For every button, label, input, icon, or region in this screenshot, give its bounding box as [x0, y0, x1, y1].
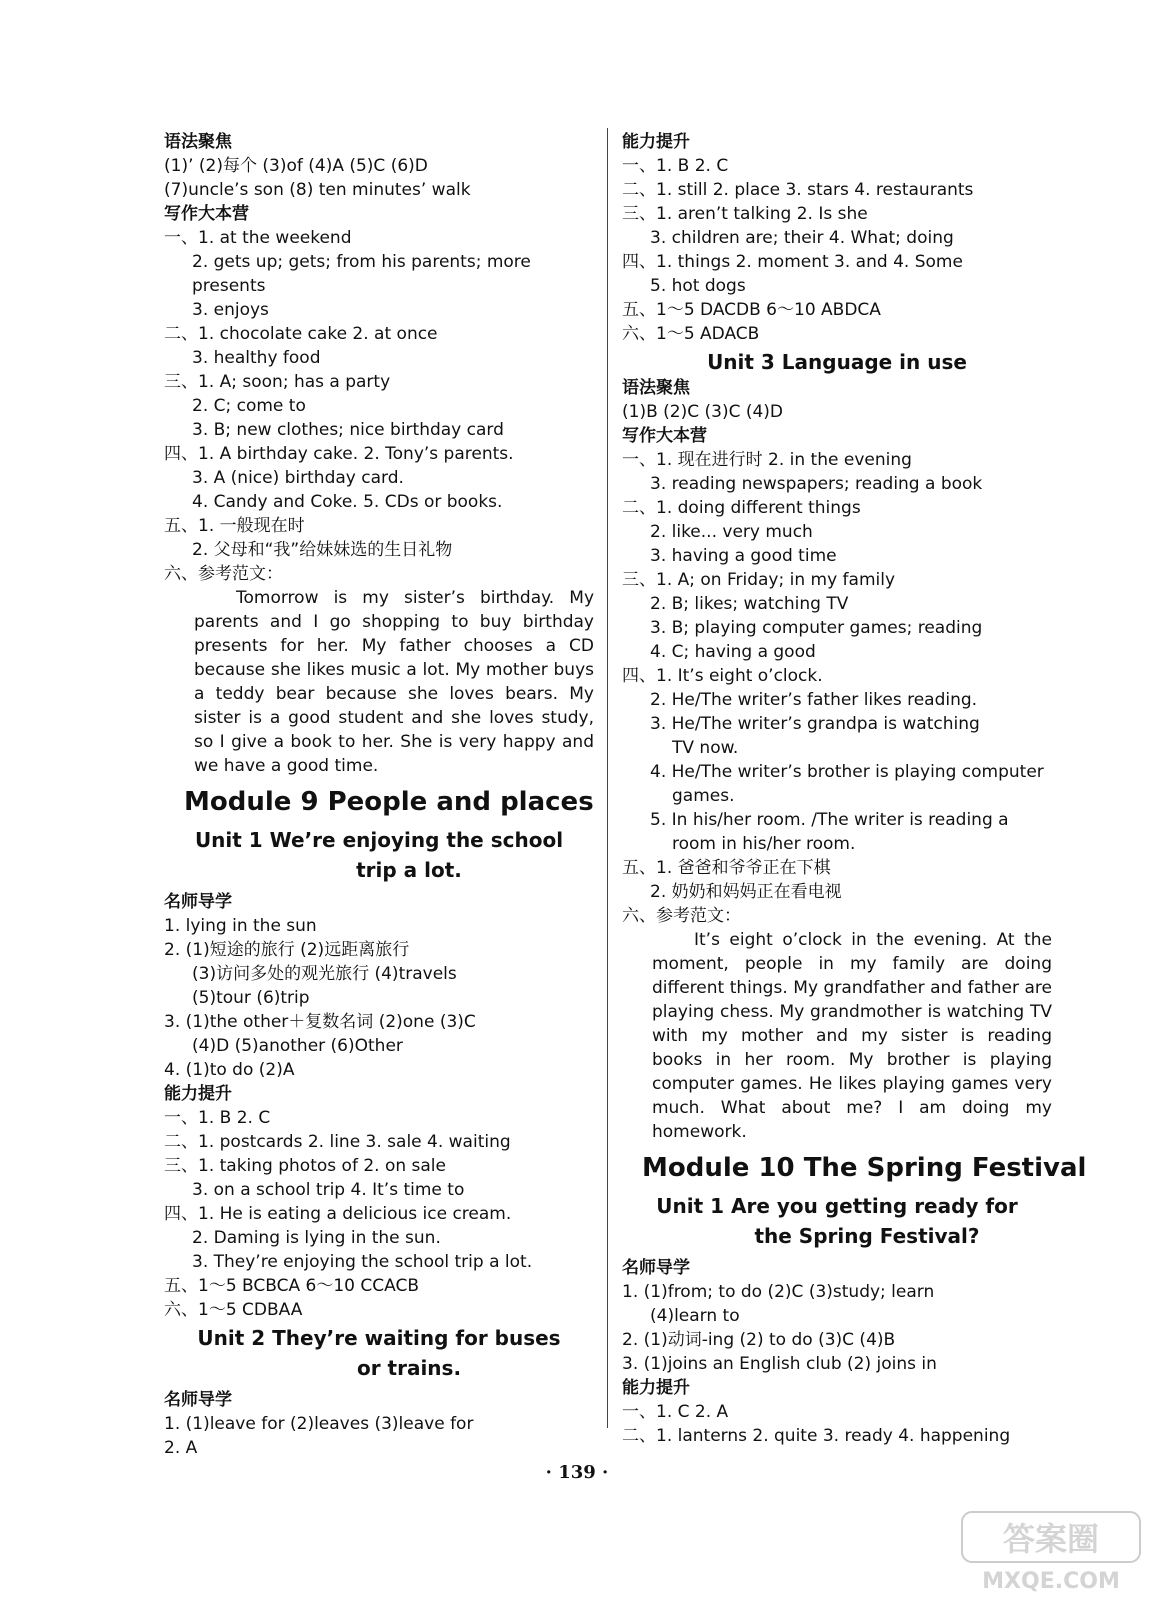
- answer-line-continued: games.: [672, 786, 735, 806]
- answer-line-indented: presents: [192, 276, 266, 296]
- answer-line: 2. A: [164, 1438, 198, 1458]
- answer-line-indented: 2. C; come to: [192, 396, 306, 416]
- answer-line-indented: 2. like... very much: [650, 522, 813, 542]
- answer-line: 1. (1)from; to do (2)C (3)study; learn: [622, 1282, 935, 1302]
- answer-line: 二、1. doing different things: [622, 498, 861, 518]
- answer-line-continued: room in his/her room.: [672, 834, 856, 854]
- answer-line-indented: 2. gets up; gets; from his parents; more: [192, 252, 531, 272]
- answer-line: 2. (1)动词-ing (2) to do (3)C (4)B: [622, 1330, 896, 1350]
- answer-line-indented: 2. B; likes; watching TV: [650, 594, 849, 614]
- answer-line: 一、1. 现在进行时 2. in the evening: [622, 450, 912, 470]
- unit-title: Unit 1 Are you getting ready for: [656, 1194, 1018, 1218]
- answer-line: 二、1. postcards 2. line 3. sale 4. waiting: [164, 1132, 511, 1152]
- answer-line-continued: TV now.: [672, 738, 739, 758]
- section-heading: 能力提升: [622, 132, 690, 152]
- module-title: Module 10 The Spring Festival: [642, 1153, 1087, 1183]
- answer-line: 二、1. chocolate cake 2. at once: [164, 324, 438, 344]
- answer-line-indented: 3. B; new clothes; nice birthday card: [192, 420, 504, 440]
- answer-line: 五、1. 爸爸和爷爷正在下棋: [622, 858, 831, 878]
- answer-line: 三、1. A; soon; has a party: [164, 372, 391, 392]
- answer-line: 五、1. 一般现在时: [164, 516, 305, 536]
- answer-line: 一、1. at the weekend: [164, 228, 352, 248]
- answer-line-indented: 3. He/The writer’s grandpa is watching: [650, 714, 980, 734]
- answer-line: 一、1. B 2. C: [164, 1108, 271, 1128]
- answer-line-indented: 2. 奶奶和妈妈正在看电视: [650, 882, 842, 902]
- section-heading: 写作大本营: [622, 426, 707, 446]
- answer-line: (1)’ (2)每个 (3)of (4)A (5)C (6)D: [164, 156, 428, 176]
- unit-title-continued: the Spring Festival?: [754, 1224, 980, 1248]
- unit-title: Unit 3 Language in use: [707, 350, 967, 374]
- answer-line-indented: (3)访问多处的观光旅行 (4)travels: [192, 964, 457, 984]
- unit-title-continued: or trains.: [356, 1356, 462, 1380]
- answer-line: 三、1. taking photos of 2. on sale: [164, 1156, 446, 1176]
- answer-line-indented: 3. enjoys: [192, 300, 269, 320]
- answer-line: 四、1. A birthday cake. 2. Tony’s parents.: [164, 444, 514, 464]
- answer-line: 四、1. He is eating a delicious ice cream.: [164, 1204, 512, 1224]
- answer-line-indented: 3. on a school trip 4. It’s time to: [192, 1180, 465, 1200]
- section-heading: 名师导学: [164, 892, 232, 912]
- answer-line: 1. lying in the sun: [164, 916, 317, 936]
- answer-line-indented: 3. B; playing computer games; reading: [650, 618, 983, 638]
- watermark-text-url: MXQE.COM: [982, 1569, 1120, 1594]
- answer-line: 3. (1)the other＋复数名词 (2)one (3)C: [164, 1012, 476, 1032]
- sample-essay: It’s eight o’clock in the evening. At the moment, people in my family are doing different things. My grandfather and father are playing chess. My grandmother is watching TV with my mother and my sister is reading books in her room. My brother is playing computer games. He likes playing games very much. What about me? I am doing my homework.: [652, 930, 1052, 1142]
- answer-line: 六、1～5 CDBAA: [164, 1300, 303, 1320]
- answer-line: 六、参考范文：: [622, 906, 741, 926]
- column-divider: [607, 128, 608, 1428]
- answer-line-indented: 2. He/The writer’s father likes reading.: [650, 690, 978, 710]
- answer-line: 2. (1)短途的旅行 (2)远距离旅行: [164, 940, 410, 960]
- unit-title: Unit 1 We’re enjoying the school: [194, 828, 564, 852]
- answer-line-indented: 3. They’re enjoying the school trip a lot.: [192, 1252, 533, 1272]
- unit-title-continued: trip a lot.: [356, 858, 462, 882]
- answer-line-indented: (4)D (5)another (6)Other: [192, 1036, 403, 1056]
- answer-line: (7)uncle’s son (8) ten minutes’ walk: [164, 180, 471, 200]
- answer-line: 1. (1)leave for (2)leaves (3)leave for: [164, 1414, 474, 1434]
- answer-line: 三、1. A; on Friday; in my family: [622, 570, 896, 590]
- answer-line-indented: 3. reading newspapers; reading a book: [650, 474, 983, 494]
- answer-line-indented: 3. children are; their 4. What; doing: [650, 228, 954, 248]
- answer-line-indented: 4. He/The writer’s brother is playing computer: [650, 762, 1044, 782]
- answer-line: 四、1. It’s eight o’clock.: [622, 666, 823, 686]
- answer-line: 二、1. still 2. place 3. stars 4. restaurants: [622, 180, 974, 200]
- section-heading: 名师导学: [622, 1258, 690, 1278]
- answer-line: 4. (1)to do (2)A: [164, 1060, 295, 1080]
- section-heading: 语法聚焦: [622, 378, 690, 398]
- answer-line: 3. (1)joins an English club (2) joins in: [622, 1354, 937, 1374]
- watermark-logo: [956, 1504, 1146, 1596]
- sample-essay: Tomorrow is my sister’s birthday. My parents and I go shopping to buy birthday presents for her. My father chooses a CD because she likes music a lot. My mother buys a teddy bear because she loves bears. My sister is a good student and she loves study, so I give a book to her. She is very happy and we have a good time.: [194, 588, 594, 776]
- section-heading: 能力提升: [622, 1378, 690, 1398]
- page-number: · 139 ·: [545, 1462, 609, 1483]
- section-heading: 名师导学: [164, 1390, 232, 1410]
- answer-line-indented: 5. hot dogs: [650, 276, 746, 296]
- answer-line: 二、1. lanterns 2. quite 3. ready 4. happening: [622, 1426, 1011, 1446]
- answer-line: 一、1. C 2. A: [622, 1402, 729, 1422]
- answer-line: 六、参考范文：: [164, 564, 283, 584]
- answer-line-indented: 3. having a good time: [650, 546, 837, 566]
- answer-line: (1)B (2)C (3)C (4)D: [622, 402, 784, 422]
- left-column: [164, 130, 594, 1460]
- section-heading: 写作大本营: [164, 204, 249, 224]
- answer-line-indented: 2. Daming is lying in the sun.: [192, 1228, 441, 1248]
- answer-line-indented: 3. A (nice) birthday card.: [192, 468, 404, 488]
- section-heading: 语法聚焦: [164, 132, 232, 152]
- module-title: Module 9 People and places: [184, 787, 594, 817]
- answer-line: 五、1～5 BCBCA 6～10 CCACB: [164, 1276, 419, 1296]
- answer-line-indented: 4. Candy and Coke. 5. CDs or books.: [192, 492, 503, 512]
- right-column: [622, 130, 1087, 1448]
- answer-line-indented: (5)tour (6)trip: [192, 988, 310, 1008]
- section-heading: 能力提升: [164, 1084, 232, 1104]
- answer-line-indented: 3. healthy food: [192, 348, 321, 368]
- answer-line-indented: (4)learn to: [650, 1306, 740, 1326]
- answer-line-indented: 5. In his/her room. /The writer is reading a: [650, 810, 1009, 830]
- answer-line: 一、1. B 2. C: [622, 156, 729, 176]
- watermark-text-cn: 答案圈: [1002, 1520, 1100, 1558]
- answer-line: 四、1. things 2. moment 3. and 4. Some: [622, 252, 963, 272]
- answer-line: 六、1～5 ADACB: [622, 324, 760, 344]
- answer-line: 三、1. aren’t talking 2. Is she: [622, 204, 868, 224]
- answer-line-indented: 4. C; having a good: [650, 642, 816, 662]
- answer-line: 五、1～5 DACDB 6～10 ABDCA: [622, 300, 881, 320]
- unit-title: Unit 2 They’re waiting for buses: [197, 1326, 561, 1350]
- answer-line-indented: 2. 父母和“我”给妹妹选的生日礼物: [192, 540, 453, 560]
